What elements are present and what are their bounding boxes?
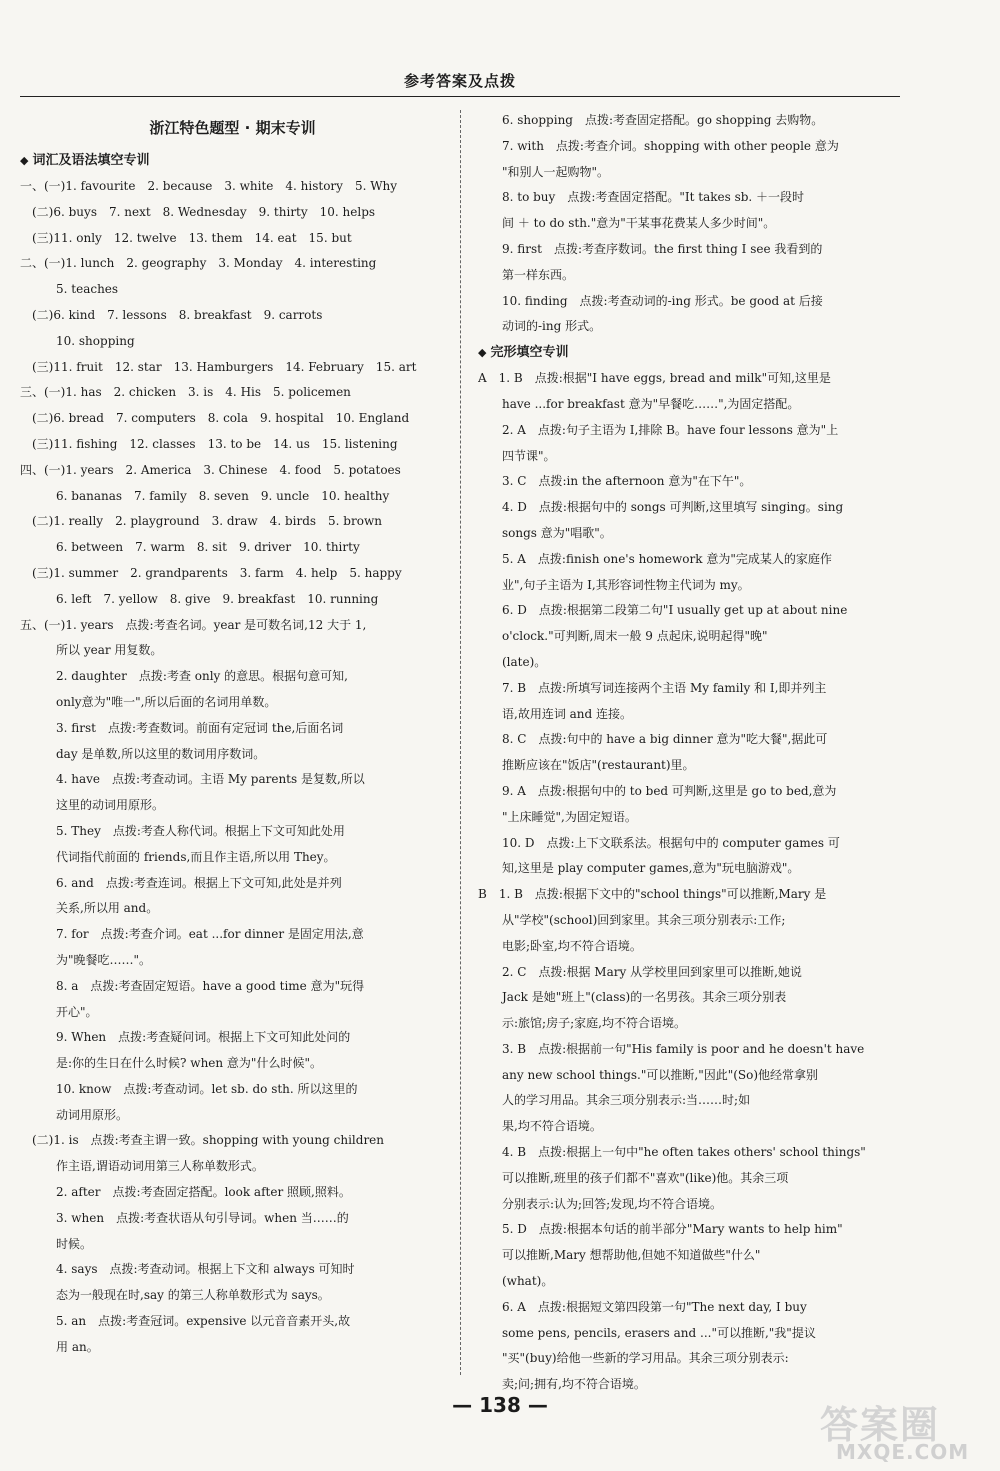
- answer-line: 10. finding 点拨:考查动词的-ing 形式。be good at 后接: [478, 293, 823, 308]
- answer-line: 三、(一)1. has 2. chicken 3. is 4. His 5. policemen: [20, 385, 351, 400]
- answer-line: A 1. B 点拨:根据"I have eggs, bread and milk"可知,这里是: [478, 371, 831, 386]
- left-column: [20, 108, 445, 1361]
- watermark-url: MXQE.COM: [836, 1440, 970, 1464]
- page-header: [20, 70, 900, 98]
- answer-line: (三)11. only 12. twelve 13. them 14. eat 15. but: [20, 230, 352, 245]
- answer-line: 10. know 点拨:考查动词。let sb. do sth. 所以这里的: [20, 1081, 358, 1096]
- answer-line: 电影;卧室,均不符合语境。: [478, 938, 642, 953]
- answer-line: 8. a 点拨:考查固定短语。have a good time 意为"玩得: [20, 978, 365, 993]
- answer-line: 4. says 点拨:考查动词。根据上下文和 always 可知时: [20, 1262, 355, 1277]
- watermark-text: 答案圈: [820, 1403, 941, 1447]
- answer-line: 9. first 点拨:考查序数词。the first thing I see 我看到的: [478, 241, 823, 256]
- answer-line: 示:旅馆;房子;家庭,均不符合语境。: [478, 1016, 686, 1031]
- answer-line: 从"学校"(school)回到家里。其余三项分别表示:工作;: [478, 912, 786, 927]
- answer-line: 10. D 点拨:上下文联系法。根据句中的 computer games 可: [478, 835, 840, 850]
- answer-line: 人的学习用品。其余三项分别表示:当……时;如: [478, 1093, 751, 1108]
- answer-line: (what)。: [478, 1274, 554, 1289]
- answer-line: 间 ＋ to do sth."意为"干某事花费某人多少时间"。: [478, 216, 776, 231]
- section-title: 浙江特色题型 · 期末专训: [149, 119, 316, 137]
- answer-line: 为"晚餐吃……"。: [20, 952, 152, 967]
- answer-line: 四节课"。: [478, 448, 556, 463]
- answer-line: 8. to buy 点拨:考查固定搭配。"It takes sb. ＋一段时: [478, 190, 805, 205]
- answer-line: 代词指代前面的 friends,而且作主语,所以用 They。: [20, 849, 336, 864]
- answer-line: 开心"。: [20, 1004, 98, 1019]
- answer-line: 可以推断,班里的孩子们都不"喜欢"(like)他。其余三项: [478, 1170, 789, 1185]
- answer-line: 业",句子主语为 I,其形容词性物主代词为 my。: [478, 577, 750, 592]
- answer-line: 第一样东西。: [478, 267, 575, 282]
- page-number: — 138 —: [452, 1393, 548, 1417]
- answer-line: "买"(buy)给他一些新的学习用品。其余三项分别表示:: [478, 1351, 789, 1366]
- answer-line: 5. teaches: [20, 282, 119, 297]
- answer-line: 7. with 点拨:考查介词。shopping with other people 意为: [478, 138, 839, 153]
- answer-line: (三)11. fishing 12. classes 13. to be 14. us 15. listening: [20, 436, 398, 451]
- answer-line: Jack 是她"班上"(class)的一名男孩。其余三项分别表: [478, 990, 787, 1005]
- right-answer-list-top: [478, 108, 898, 340]
- answer-line: 6. between 7. warm 8. sit 9. driver 10. thirty: [20, 540, 360, 555]
- answer-line: (二)6. kind 7. lessons 8. breakfast 9. carrots: [20, 307, 323, 322]
- answer-line: day 是单数,所以这里的数词用序数词。: [20, 746, 266, 761]
- answer-line: 6. A 点拨:根据短文第四段第一句"The next day, I buy: [478, 1299, 807, 1314]
- answer-line: any new school things."可以推断,"因此"(So)他经常拿别: [478, 1067, 819, 1082]
- answer-line: (二)1. really 2. playground 3. draw 4. birds 5. brown: [20, 514, 382, 529]
- answer-line: 知,这里是 play computer games,意为"玩电脑游戏"。: [478, 861, 800, 876]
- answer-line: 动词的-ing 形式。: [478, 319, 602, 334]
- watermark-logo: [800, 1392, 1000, 1471]
- answer-line: 6. bananas 7. family 8. seven 9. uncle 10. healthy: [20, 488, 390, 503]
- answer-line: 2. daughter 点拨:考查 only 的意思。根据句意可知,: [20, 669, 348, 684]
- answer-line: o'clock."可判断,周末一般 9 点起床,说明起得"晚": [478, 629, 768, 644]
- answer-line: (二)1. is 点拨:考查主谓一致。shopping with young children: [20, 1133, 385, 1148]
- answer-line: 四、(一)1. years 2. America 3. Chinese 4. food 5. potatoes: [20, 462, 401, 477]
- answer-line: 6. and 点拨:考查连词。根据上下文可知,此处是并列: [20, 875, 342, 890]
- answer-line: 2. C 点拨:根据 Mary 从学校里回到家里可以推断,她说: [478, 964, 802, 979]
- right-answer-list-bottom: [478, 366, 898, 1398]
- answer-line: 3. when 点拨:考查状语从句引导词。when 当……的: [20, 1210, 349, 1225]
- answer-line: 6. shopping 点拨:考查固定搭配。go shopping 去购物。: [478, 113, 824, 127]
- answer-line: 6. D 点拨:根据第二段第二句"I usually get up at about nine: [478, 603, 848, 618]
- column-divider: [460, 110, 461, 1375]
- answer-line: (二)6. buys 7. next 8. Wednesday 9. thirty 10. helps: [20, 204, 376, 219]
- answer-line: 8. C 点拨:句中的 have a big dinner 意为"吃大餐",据此可: [478, 732, 828, 747]
- answer-line: 果,均不符合语境。: [478, 1119, 602, 1134]
- left-answer-list: [20, 174, 445, 1361]
- answer-line: 一、(一)1. favourite 2. because 3. white 4. history 5. Why: [20, 179, 398, 193]
- answer-line: some pens, pencils, erasers and ..."可以推断,"我"提议: [478, 1325, 816, 1340]
- answer-line: 语,故用连词 and 连接。: [478, 706, 633, 721]
- answer-line: (二)6. bread 7. computers 8. cola 9. hospital 10. England: [20, 411, 410, 426]
- answer-line: 所以 year 用复数。: [20, 643, 163, 658]
- answer-line: (三)11. fruit 12. star 13. Hamburgers 14. February 15. art: [20, 359, 417, 374]
- answer-line: 时候。: [20, 1236, 93, 1251]
- sub-heading-vocab: [20, 148, 445, 174]
- answer-line: 5. They 点拨:考查人称代词。根据上下文可知此处用: [20, 823, 345, 838]
- right-column: [478, 108, 898, 1398]
- answer-line: 3. first 点拨:考查数词。前面有定冠词 the,后面名词: [20, 720, 344, 735]
- answer-line: (late)。: [478, 654, 547, 669]
- answer-line: 态为一般现在时,say 的第三人称单数形式为 says。: [20, 1288, 330, 1303]
- answer-line: 3. C 点拨:in the afternoon 意为"在下午"。: [478, 474, 752, 489]
- answer-line: 10. shopping: [20, 333, 135, 348]
- answer-line: "上床睡觉",为固定短语。: [478, 809, 637, 824]
- answer-line: 用 an。: [20, 1339, 99, 1354]
- answer-line: 二、(一)1. lunch 2. geography 3. Monday 4. interesting: [20, 256, 377, 271]
- answer-line: 4. have 点拨:考查动词。主语 My parents 是复数,所以: [20, 772, 365, 787]
- sub-heading-text: 完形填空专训: [490, 345, 569, 361]
- answer-line: (三)1. summer 2. grandparents 3. farm 4. help 5. happy: [20, 565, 402, 580]
- answer-line: 动词用原形。: [20, 1107, 129, 1122]
- answer-line: B 1. B 点拨:根据下文中的"school things"可以推断,Mary 是: [478, 887, 827, 902]
- answer-line: 7. B 点拨:所填写词连接两个主语 My family 和 I,即并列主: [478, 680, 827, 695]
- header-rule: [20, 96, 900, 97]
- header-title: 参考答案及点拨: [403, 72, 516, 90]
- answer-line: 9. A 点拨:根据句中的 to bed 可判断,这里是 go to bed,意为: [478, 783, 837, 798]
- diamond-icon: ◆: [20, 154, 29, 167]
- answer-line: 5. an 点拨:考查冠词。expensive 以元音音素开头,故: [20, 1314, 351, 1329]
- answer-line: 是:你的生日在什么时候? when 意为"什么时候"。: [20, 1056, 322, 1071]
- answer-line: 五、(一)1. years 点拨:考查名词。year 是可数名词,12 大于 1,: [20, 617, 367, 632]
- answer-line: 2. after 点拨:考查固定搭配。look after 照顾,照料。: [20, 1185, 351, 1200]
- answer-line: 可以推断,Mary 想帮助他,但她不知道做些"什么": [478, 1248, 761, 1263]
- answer-line: 4. B 点拨:根据上一句中"he often takes others' school things": [478, 1145, 866, 1160]
- answer-line: 作主语,谓语动词用第三人称单数形式。: [20, 1159, 264, 1174]
- answer-line: only意为"唯一",所以后面的名词用单数。: [20, 694, 277, 709]
- answer-line: 5. D 点拨:根据本句话的前半部分"Mary wants to help him": [478, 1222, 843, 1237]
- sub-heading-text: 词汇及语法填空专训: [32, 153, 150, 168]
- answer-line: songs 意为"唱歌"。: [478, 525, 612, 540]
- answer-line: 9. When 点拨:考查疑问词。根据上下文可知此处问的: [20, 1030, 351, 1045]
- answer-line: 3. B 点拨:根据前一句"His family is poor and he doesn't have: [478, 1041, 865, 1056]
- answer-line: 推断应该在"饭店"(restaurant)里。: [478, 758, 695, 773]
- answer-line: have ...for breakfast 意为"早餐吃……",为固定搭配。: [478, 396, 800, 411]
- answer-line: 关系,所以用 and。: [20, 901, 159, 916]
- answer-line: 6. left 7. yellow 8. give 9. breakfast 10. running: [20, 591, 379, 606]
- answer-line: 卖;问;拥有,均不符合语境。: [478, 1377, 646, 1392]
- answer-line: 这里的动词用原形。: [20, 798, 165, 813]
- answer-line: 7. for 点拨:考查介词。eat ...for dinner 是固定用法,意: [20, 927, 364, 942]
- sub-heading-cloze: [478, 340, 898, 366]
- answer-line: 分别表示:认为;回答;发现,均不符合语境。: [478, 1196, 722, 1211]
- answer-line: 2. A 点拨:句子主语为 I,排除 B。have four lessons 意为"上: [478, 422, 839, 437]
- answer-line: 4. D 点拨:根据句中的 songs 可判断,这里填写 singing。sing: [478, 500, 844, 515]
- diamond-icon: ◆: [478, 346, 487, 360]
- answer-line: 5. A 点拨:finish one's homework 意为"完成某人的家庭作: [478, 551, 832, 566]
- answer-line: "和别人一起购物"。: [478, 164, 610, 179]
